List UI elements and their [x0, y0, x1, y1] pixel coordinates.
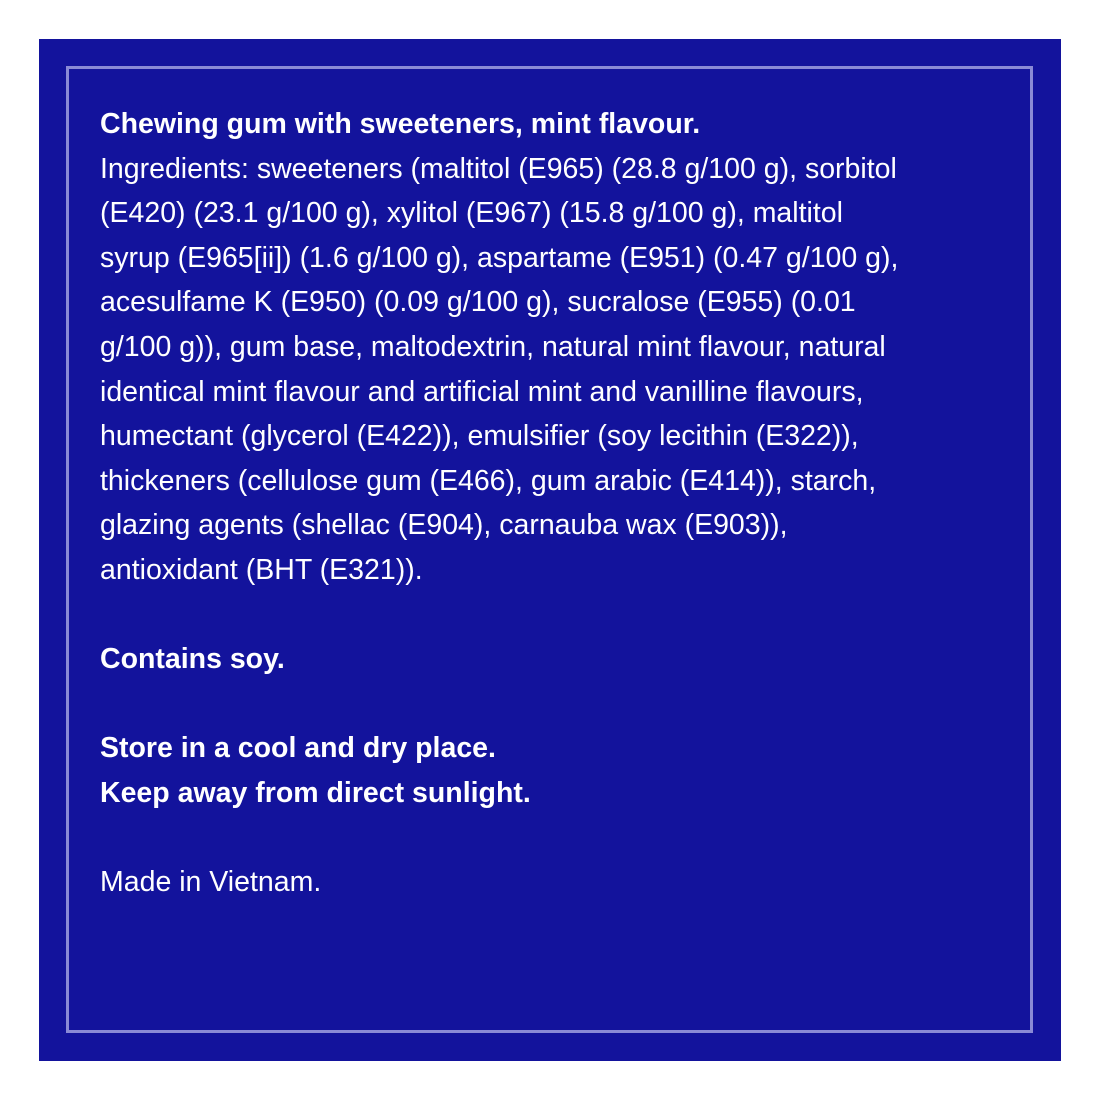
- ingredients-line-1: Ingredients: sweeteners (maltitol (E965) (28.8 g/100 g), sorbitol: [100, 152, 897, 185]
- allergen-statement: Contains soy.: [100, 643, 285, 676]
- ingredients-line-10: antioxidant (BHT (E321)).: [100, 553, 423, 586]
- ingredients-line-2: (E420) (23.1 g/100 g), xylitol (E967) (15.8 g/100 g), maltitol: [100, 197, 843, 230]
- label-panel: [39, 39, 1061, 1061]
- label-text: [100, 102, 1000, 905]
- ingredients-line-4: acesulfame K (E950) (0.09 g/100 g), sucralose (E955) (0.01: [100, 286, 856, 319]
- ingredients-line-7: humectant (glycerol (E422)), emulsifier (soy lecithin (E322)),: [100, 420, 859, 453]
- ingredients-line-8: thickeners (cellulose gum (E466), gum arabic (E414)), starch,: [100, 464, 877, 497]
- country-of-origin: Made in Vietnam.: [100, 866, 322, 899]
- ingredients-line-3: syrup (E965[ii]) (1.6 g/100 g), aspartame (E951) (0.47 g/100 g),: [100, 241, 899, 274]
- spacer: [100, 593, 1000, 638]
- ingredients-line-6: identical mint flavour and artificial mint and vanilline flavours,: [100, 375, 864, 408]
- ingredients-line-5: g/100 g)), gum base, maltodextrin, natural mint flavour, natural: [100, 330, 886, 363]
- storage-instruction-2: Keep away from direct sunlight.: [100, 776, 531, 809]
- product-heading: Chewing gum with sweeteners, mint flavour.: [100, 108, 701, 140]
- spacer: [100, 816, 1000, 861]
- spacer: [100, 682, 1000, 727]
- storage-instruction-1: Store in a cool and dry place.: [100, 732, 496, 765]
- ingredients-line-9: glazing agents (shellac (E904), carnauba wax (E903)),: [100, 509, 788, 542]
